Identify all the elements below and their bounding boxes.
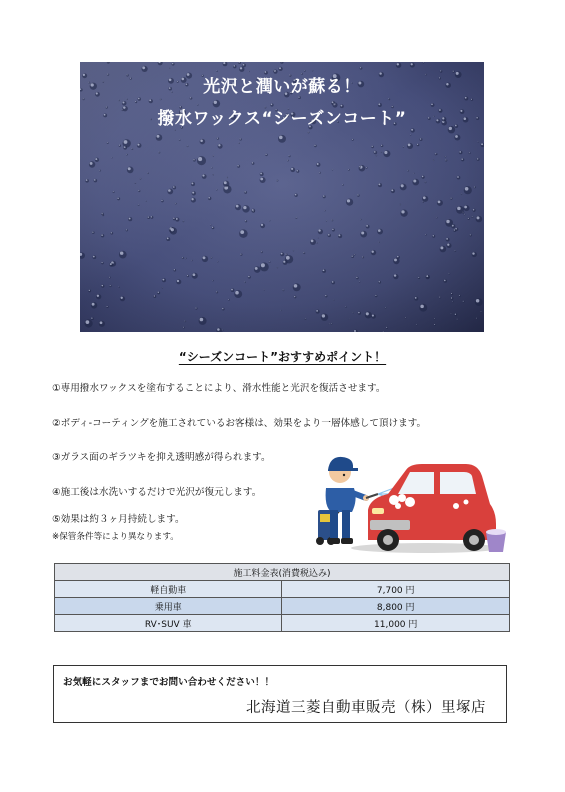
car-wash-illustration <box>306 448 508 558</box>
shop-name: 北海道三菱自動車販売（株）里塚店 <box>246 700 486 716</box>
contact-message: お気軽にスタッフまでお問い合わせください！！ <box>63 677 275 688</box>
price-cell: 11,000 円 <box>282 615 510 632</box>
price-cell: 8,800 円 <box>282 598 510 615</box>
vehicle-cell: 軽自動車 <box>55 581 282 598</box>
hero-headline: 光沢と潤いが蘇る！ <box>203 77 361 97</box>
point-2: ②ボディ-コーティングを施工されているお客様は、効果をより一層体感して頂けます。 <box>52 418 427 429</box>
table-row <box>55 598 510 615</box>
water-droplets-photo <box>80 62 484 332</box>
storage-note: ※保管条件等により異なります。 <box>52 532 179 542</box>
hero-product-name: 撥水ワックス“シーズンコート” <box>157 109 407 129</box>
table-row <box>55 615 510 632</box>
point-1: ①専用撥水ワックスを塗布することにより、滑水性能と光沢を復活させます。 <box>52 383 386 394</box>
price-table-header: 施工料金表(消費税込み) <box>55 564 510 581</box>
table-row <box>55 581 510 598</box>
price-table <box>54 563 510 632</box>
point-4: ④施工後は水洗いするだけで光沢が復元します。 <box>52 487 262 498</box>
vehicle-cell: 乗用車 <box>55 598 282 615</box>
point-5: ⑤効果は約３ヶ月持続します。 <box>52 514 185 525</box>
vehicle-cell: RV･SUV 車 <box>55 615 282 632</box>
points-heading: “シーズンコート”おすすめポイント！ <box>178 350 387 364</box>
price-cell: 7,700 円 <box>282 581 510 598</box>
hero-image <box>80 62 484 332</box>
point-3: ③ガラス面のギラツキを抑え透明感が得られます。 <box>52 452 271 463</box>
contact-box <box>53 665 507 723</box>
